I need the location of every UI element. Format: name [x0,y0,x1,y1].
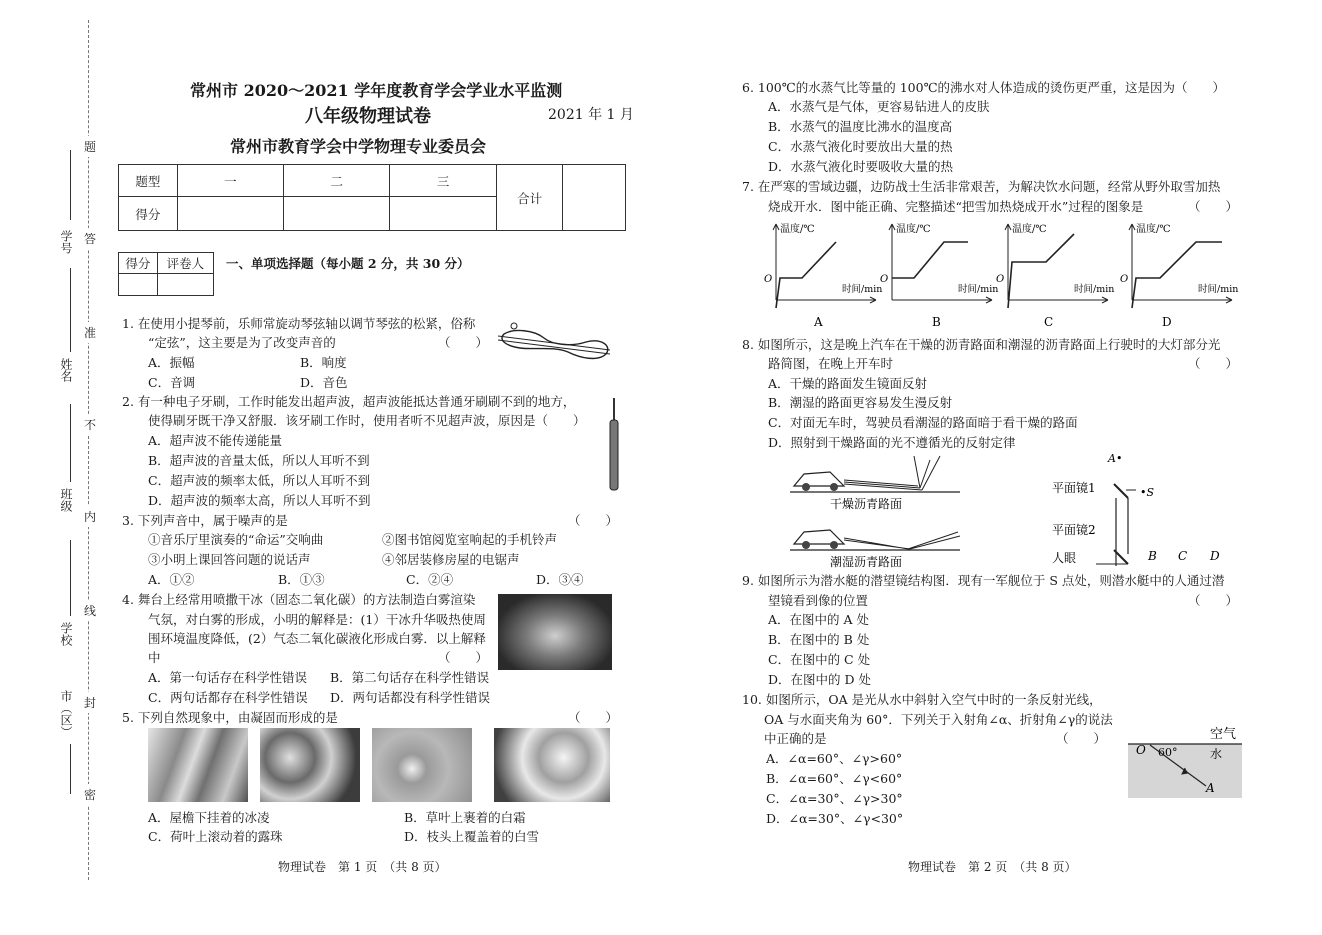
q3-item-2: ②图书馆阅览室响起的手机铃声 [382,532,558,547]
q2-text: 使得刷牙既干净又舒服．该牙刷工作时，使用者听不见超声波，原因是（ ） [148,413,586,428]
q9-option-a[interactable]: A．在图中的 A 处 [768,612,870,627]
q8-option-a[interactable]: A．干燥的路面发生镜面反射 [768,376,928,391]
exam-date: 2021 年 1 月 [548,107,634,123]
graph-c-ylabel: 温度/℃ [1012,224,1047,235]
fold-char: 答 [84,228,96,249]
score-cell[interactable] [177,197,283,231]
q1-text: 1. 在使用小提琴前，乐师常旋动琴弦轴以调节琴弦的松紧，俗称 [122,316,476,331]
q4-text: 中 [148,650,161,665]
q5-option-b[interactable]: B．草叶上裹着的白霜 [404,810,526,825]
q1-text: “定弦”，这主要是为了改变声音的 [148,335,336,350]
q3-option-b[interactable]: B．①③ [278,572,325,587]
q5-option-c[interactable]: C．荷叶上滚动着的露珠 [148,829,283,844]
point-b: B [1148,549,1157,563]
label-district: 市（区） [59,690,73,738]
score-row-label: 得分 [119,197,178,231]
grader-score-label: 得分 [119,253,158,274]
q6-option-c[interactable]: C．水蒸气液化时要放出大量的热 [768,139,953,154]
score-header: 题型 [119,165,178,197]
q1-option-b[interactable]: B．响度 [300,355,347,370]
q3-option-a[interactable]: A．①② [148,572,195,587]
score-header: 合计 [496,165,563,231]
fold-char: 线 [84,600,96,621]
q10-option-b[interactable]: B．∠α=60°、∠γ<60° [766,771,903,786]
blank-line [70,150,71,220]
q4-text: 气氛，对白雾的形成，小明的解释是：(1）干冰升华吸热使周 [148,612,486,627]
stage-fog-photo [498,594,612,670]
q1-option-d[interactable]: D．音色 [300,375,348,390]
label-student-id: 学号 [59,230,73,254]
q4-option-a[interactable]: A．第一句话存在科学性错误 [148,670,308,685]
q9-text: 9. 如图所示为潜水艇的潜望镜结构图．现有一军舰位于 S 点处，则潜水艇中的人通过潜 [742,573,1225,588]
q5-text: 5. 下列自然现象中，由凝固而形成的是 [122,710,338,725]
q4-option-c[interactable]: C．两句话都存在科学性错误 [148,690,308,705]
point-a-ray: A [1206,781,1215,795]
blank-line [70,744,71,794]
point-c: C [1178,549,1188,563]
q8-option-c[interactable]: C．对面无车时，驾驶员看潮湿的路面暗于看干燥的路面 [768,415,1078,430]
graph-a [764,222,882,308]
mirror2-label: 平面镜2 [1052,523,1096,537]
fold-char: 准 [84,322,96,343]
fold-char: 题 [84,136,96,157]
periscope-diagram [1040,450,1240,576]
q9-option-d[interactable]: D．在图中的 D 处 [768,672,871,687]
water-label: 水 [1210,747,1223,761]
q8-road-diagram [790,452,970,572]
q3-item-3: ③小明上课回答问题的说话声 [148,552,311,567]
dry-road-label: 干燥沥青路面 [830,497,903,511]
eye-label: 人眼 [1052,551,1077,565]
air-label: 空气 [1210,727,1237,742]
page1-footer: 物理试卷 第 1 页 （共 8 页） [278,860,447,874]
q6-text: 6. 100℃的水蒸气比等量的 100℃的沸水对人体造成的烫伤更严重，这是因为（ ） [742,80,1226,95]
q7-bracket: （ ） [1188,199,1239,214]
fold-char: 内 [84,506,96,527]
q10-text: OA 与水面夹角为 60°．下列关于入射角∠α、折射角∠γ的说法 [764,712,1113,727]
wet-road-label: 潮湿沥青路面 [830,555,903,569]
mirror1-label: 平面镜1 [1052,481,1096,495]
exam-org: 常州市教育学会中学物理专业委员会 [230,137,487,156]
q8-text: 路简图，在晚上开车时 [768,356,894,371]
q6-option-d[interactable]: D．水蒸气液化时要吸收大量的热 [768,159,954,174]
graph-b-xlabel: 时间/min [958,284,999,295]
q5-option-a[interactable]: A．屋檐下挂着的冰凌 [148,810,270,825]
q3-bracket: （ ） [568,513,619,528]
snow-photo [494,728,610,802]
q2-option-d[interactable]: D．超声波的频率太高，所以人耳听不到 [148,493,371,508]
q7-graphs [756,218,1256,330]
q3-text: 3. 下列声音中，属于噪声的是 [122,513,288,528]
q4-option-b[interactable]: B．第二句话存在科学性错误 [330,670,490,685]
q4-text: 围环境温度降低，(2）气态二氧化碳液化形成白雾．以上解释 [148,631,486,646]
q3-option-c[interactable]: C．②④ [406,572,454,587]
exam-subtitle: 八年级物理试卷 [305,106,431,127]
exam-title: 常州市 2020～2021 学年度教育学会学业水平监测 [190,81,563,100]
q6-option-b[interactable]: B．水蒸气的温度比沸水的温度高 [768,119,953,134]
graph-b-origin: O [880,274,889,285]
q9-text: 望镜看到像的位置 [768,593,869,608]
score-cell[interactable] [390,197,496,231]
dew-photo [372,728,472,802]
graph-a-origin: O [764,274,773,285]
q10-option-a[interactable]: A．∠α=60°、∠γ>60° [766,751,903,766]
score-cell[interactable] [284,197,390,231]
graph-d [1120,222,1238,308]
graph-a-xlabel: 时间/min [842,284,883,295]
point-d: D [1210,549,1220,563]
q9-option-b[interactable]: B．在图中的 B 处 [768,632,870,647]
q10-option-c[interactable]: C．∠α=30°、∠γ>30° [766,791,903,806]
point-s: •S [1140,486,1155,499]
label-class: 班级 [59,488,73,512]
icicle-photo [148,728,248,802]
score-header: 三 [390,165,496,197]
toothbrush-illustration [604,396,624,492]
q8-option-b[interactable]: B．潮湿的路面更容易发生漫反射 [768,395,953,410]
q3-item-4: ④邻居装修房屋的电锯声 [382,552,520,567]
point-a: A• [1108,452,1123,465]
graph-d-ylabel: 温度/℃ [1136,224,1171,235]
fold-char: 不 [84,414,96,435]
label-name: 姓名 [59,358,73,382]
q2-text: 2. 有一种电子牙刷，工作时能发出超声波，超声波能抵达普通牙刷刷不到的地方， [122,394,576,409]
section-title: 一、单项选择题（每小题 2 分，共 30 分） [226,256,470,271]
grader-cell[interactable] [157,274,213,296]
grader-box [118,252,214,296]
q8-option-d[interactable]: D．照射到干燥路面的光不遵循光的反射定律 [768,435,1016,450]
graph-b-label: B [932,315,941,329]
angle-label: 60° [1158,746,1178,759]
q9-bracket: （ ） [1188,593,1239,608]
score-cell[interactable] [563,165,626,231]
q7-text: 烧成开水．图中能正确、完整描述“把雪加热烧成开水”过程的图象是 [768,199,1144,214]
q10-bracket: （ ） [1056,731,1107,746]
score-table [118,164,626,231]
graph-a-label: A [814,315,823,329]
grader-cell[interactable] [119,274,158,296]
q2-option-c[interactable]: C．超声波的频率太低，所以人耳听不到 [148,473,371,488]
q10-option-d[interactable]: D．∠α=30°、∠γ<30° [766,811,904,826]
grader-name-label: 评卷人 [157,253,213,274]
q9-option-c[interactable]: C．在图中的 C 处 [768,652,871,667]
fold-char: 封 [84,692,96,713]
q1-option-a[interactable]: A．振幅 [148,355,195,370]
graph-d-origin: O [1120,274,1129,285]
q1-option-c[interactable]: C．音调 [148,375,196,390]
q4-option-d[interactable]: D．两句话都没有科学性错误 [330,690,491,705]
q2-option-b[interactable]: B．超声波的音量太低，所以人耳听不到 [148,453,370,468]
q6-option-a[interactable]: A．水蒸气是气体，更容易钻进人的皮肤 [768,99,990,114]
q3-item-1: ①音乐厅里演奏的“命运”交响曲 [148,532,324,547]
graph-a-ylabel: 温度/℃ [780,224,815,235]
q8-text: 8. 如图所示，这是晚上汽车在干燥的沥青路面和潮湿的沥青路面上行驶时的大灯部分光 [742,337,1221,352]
graph-b [880,222,998,303]
violin-illustration [494,316,618,364]
point-o: O [1136,743,1146,757]
fold-char: 密 [84,784,96,805]
page2-footer: 物理试卷 第 2 页 （共 8 页） [908,860,1077,874]
q2-option-a[interactable]: A．超声波不能传递能量 [148,433,283,448]
blank-line [70,540,71,616]
q1-bracket: （ ） [438,335,489,350]
blank-line [70,404,71,482]
score-header: 二 [284,165,390,197]
score-header: 一 [177,165,283,197]
q7-text: 7. 在严寒的雪域边疆，边防战士生活非常艰苦，为解决饮水问题，经常从野外取雪加热 [742,179,1221,194]
q10-text: 中正确的是 [764,731,827,746]
q5-bracket: （ ） [568,710,619,725]
graph-c-xlabel: 时间/min [1074,284,1115,295]
q4-text: 4. 舞台上经常用喷撒干冰（固态二氧化碳）的方法制造白雾渲染 [122,592,476,607]
graph-d-label: D [1162,315,1172,329]
label-school: 学校 [59,622,73,646]
q10-text: 10. 如图所示，OA 是光从水中斜射入空气中时的一条反射光线， [742,692,1102,707]
graph-d-xlabel: 时间/min [1198,284,1239,295]
graph-b-ylabel: 温度/℃ [896,224,931,235]
q10-refraction-diagram [1126,724,1246,800]
q5-option-d[interactable]: D．枝头上覆盖着的白雪 [404,829,540,844]
q3-option-d[interactable]: D．③④ [536,572,584,587]
graph-c-origin: O [996,274,1005,285]
frost-photo [260,728,360,802]
blank-line [70,268,71,352]
graph-c-label: C [1044,315,1054,329]
q4-bracket: （ ） [438,650,489,665]
q8-bracket: （ ） [1188,356,1239,371]
graph-c [996,222,1114,308]
